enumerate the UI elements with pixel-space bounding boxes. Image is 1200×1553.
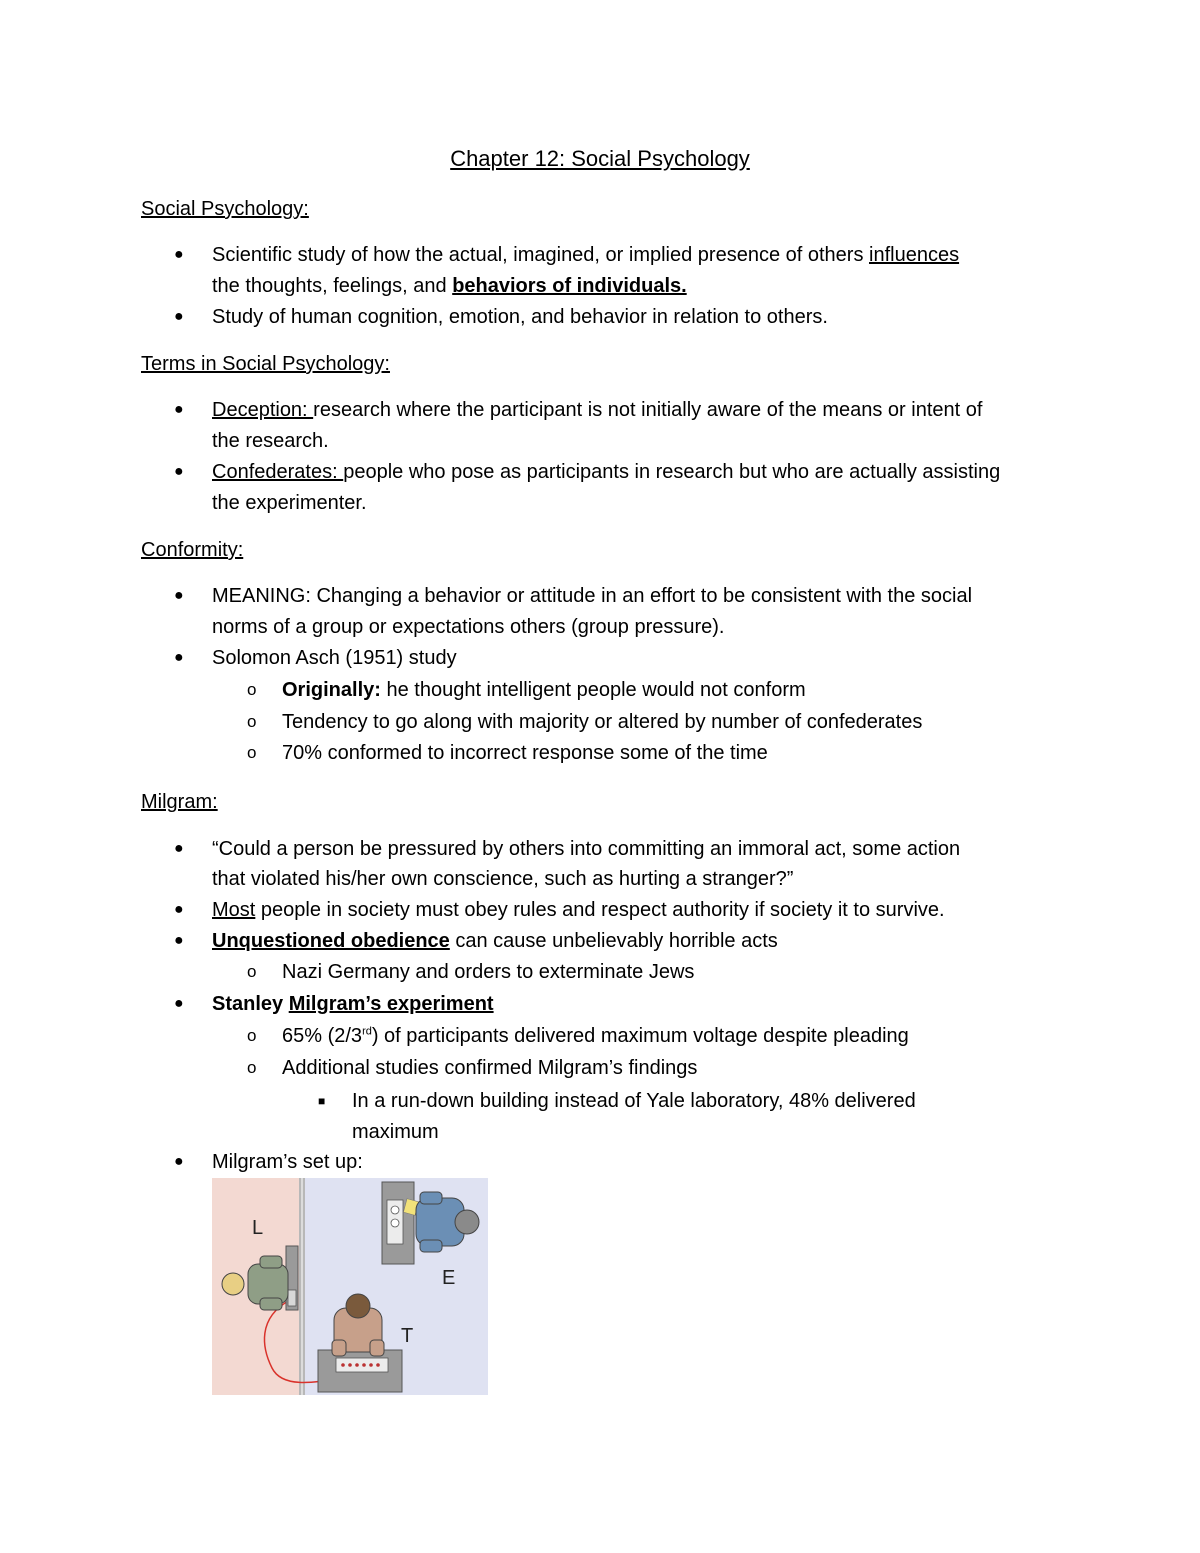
bullet-dot: ● [174,649,184,666]
label-learner: L [252,1217,264,1239]
sub-list-item: Originally: he thought intelligent people would not conform [282,679,806,701]
underlined-term: influences [869,244,960,266]
bullet-dot: ● [174,308,184,325]
experimenter-head [455,1210,479,1234]
list-item-continuation: norms of a group or expectations others (group pressure). [212,616,725,638]
bullet-dot: ● [174,901,184,918]
section-heading-terms: Terms in Social Psychology: [141,353,390,375]
list-item: Unquestioned obedience can cause unbelievably horrible acts [212,930,778,952]
bullet-circle: o [247,680,257,699]
bullet-dot: ● [174,587,184,604]
bullet-circle: o [247,1026,257,1045]
bullet-square: ■ [318,1094,326,1108]
sub-sub-list-item-continuation: maximum [352,1121,439,1143]
list-item-continuation: the research. [212,430,329,452]
bullet-dot: ● [174,246,184,263]
bullet-dot: ● [174,1153,184,1170]
bullet-dot: ● [174,932,184,949]
list-item: Scientific study of how the actual, imagined, or implied presence of others influences [212,244,960,266]
term-confederates: Confederates: [212,461,344,483]
label-experimenter: E [442,1267,456,1289]
sub-list-item: Nazi Germany and orders to exterminate Jews [282,961,695,983]
section-heading-social-psychology: Social Psychology: [141,198,309,220]
bullet-circle: o [247,712,257,731]
section-heading-milgram: Milgram: [141,791,218,813]
bullet-dot: ● [174,995,184,1012]
bullet-circle: o [247,743,257,762]
underlined-term: behaviors of individuals. [452,275,687,297]
sub-list-item: Tendency to go along with majority or altered by number of confederates [282,711,923,733]
bullet-dot: ● [174,463,184,480]
list-item: Stanley Milgram’s experiment [212,993,494,1015]
list-item-continuation: the thoughts, feelings, and behaviors of individuals. [212,275,687,297]
term-deception: Deception: [212,399,314,421]
list-item: MEANING: Changing a behavior or attitude in an effort to be consistent with the social [212,585,973,607]
list-item: Milgram’s set up: [212,1151,363,1173]
list-item: Deception: research where the participant is not initially aware of the means or intent of [212,399,983,421]
bullet-dot: ● [174,840,184,857]
section-heading-conformity: Conformity: [141,539,244,561]
list-item: Study of human cognition, emotion, and behavior in relation to others. [212,306,828,328]
sub-list-item: 65% (2/3rd) of participants delivered maximum voltage despite pleading [282,1025,909,1047]
list-item: “Could a person be pressured by others into committing an immoral act, some action [212,838,961,860]
sub-list-item: 70% conformed to incorrect response some of the time [282,742,768,764]
label-teacher: T [401,1325,414,1347]
sub-sub-list-item: In a run-down building instead of Yale laboratory, 48% delivered [352,1090,916,1112]
sub-list-item: Additional studies confirmed Milgram’s findings [282,1057,698,1079]
teacher-head [346,1294,370,1318]
milgram-setup-figure [212,1178,488,1395]
list-item-continuation: that violated his/her own conscience, such as hurting a stranger?” [212,868,794,890]
bullet-circle: o [247,1058,257,1077]
list-item: Solomon Asch (1951) study [212,647,457,669]
list-item-continuation: the experimenter. [212,492,367,514]
learner-head [222,1273,244,1295]
answer-box [288,1290,296,1306]
list-item: Confederates: people who pose as participants in research but who are actually assisting [212,461,1001,483]
bullet-circle: o [247,962,257,981]
page-title: Chapter 12: Social Psychology [450,146,750,171]
list-item: Most people in society must obey rules and respect authority if society it to survive. [212,899,945,921]
bullet-dot: ● [174,401,184,418]
